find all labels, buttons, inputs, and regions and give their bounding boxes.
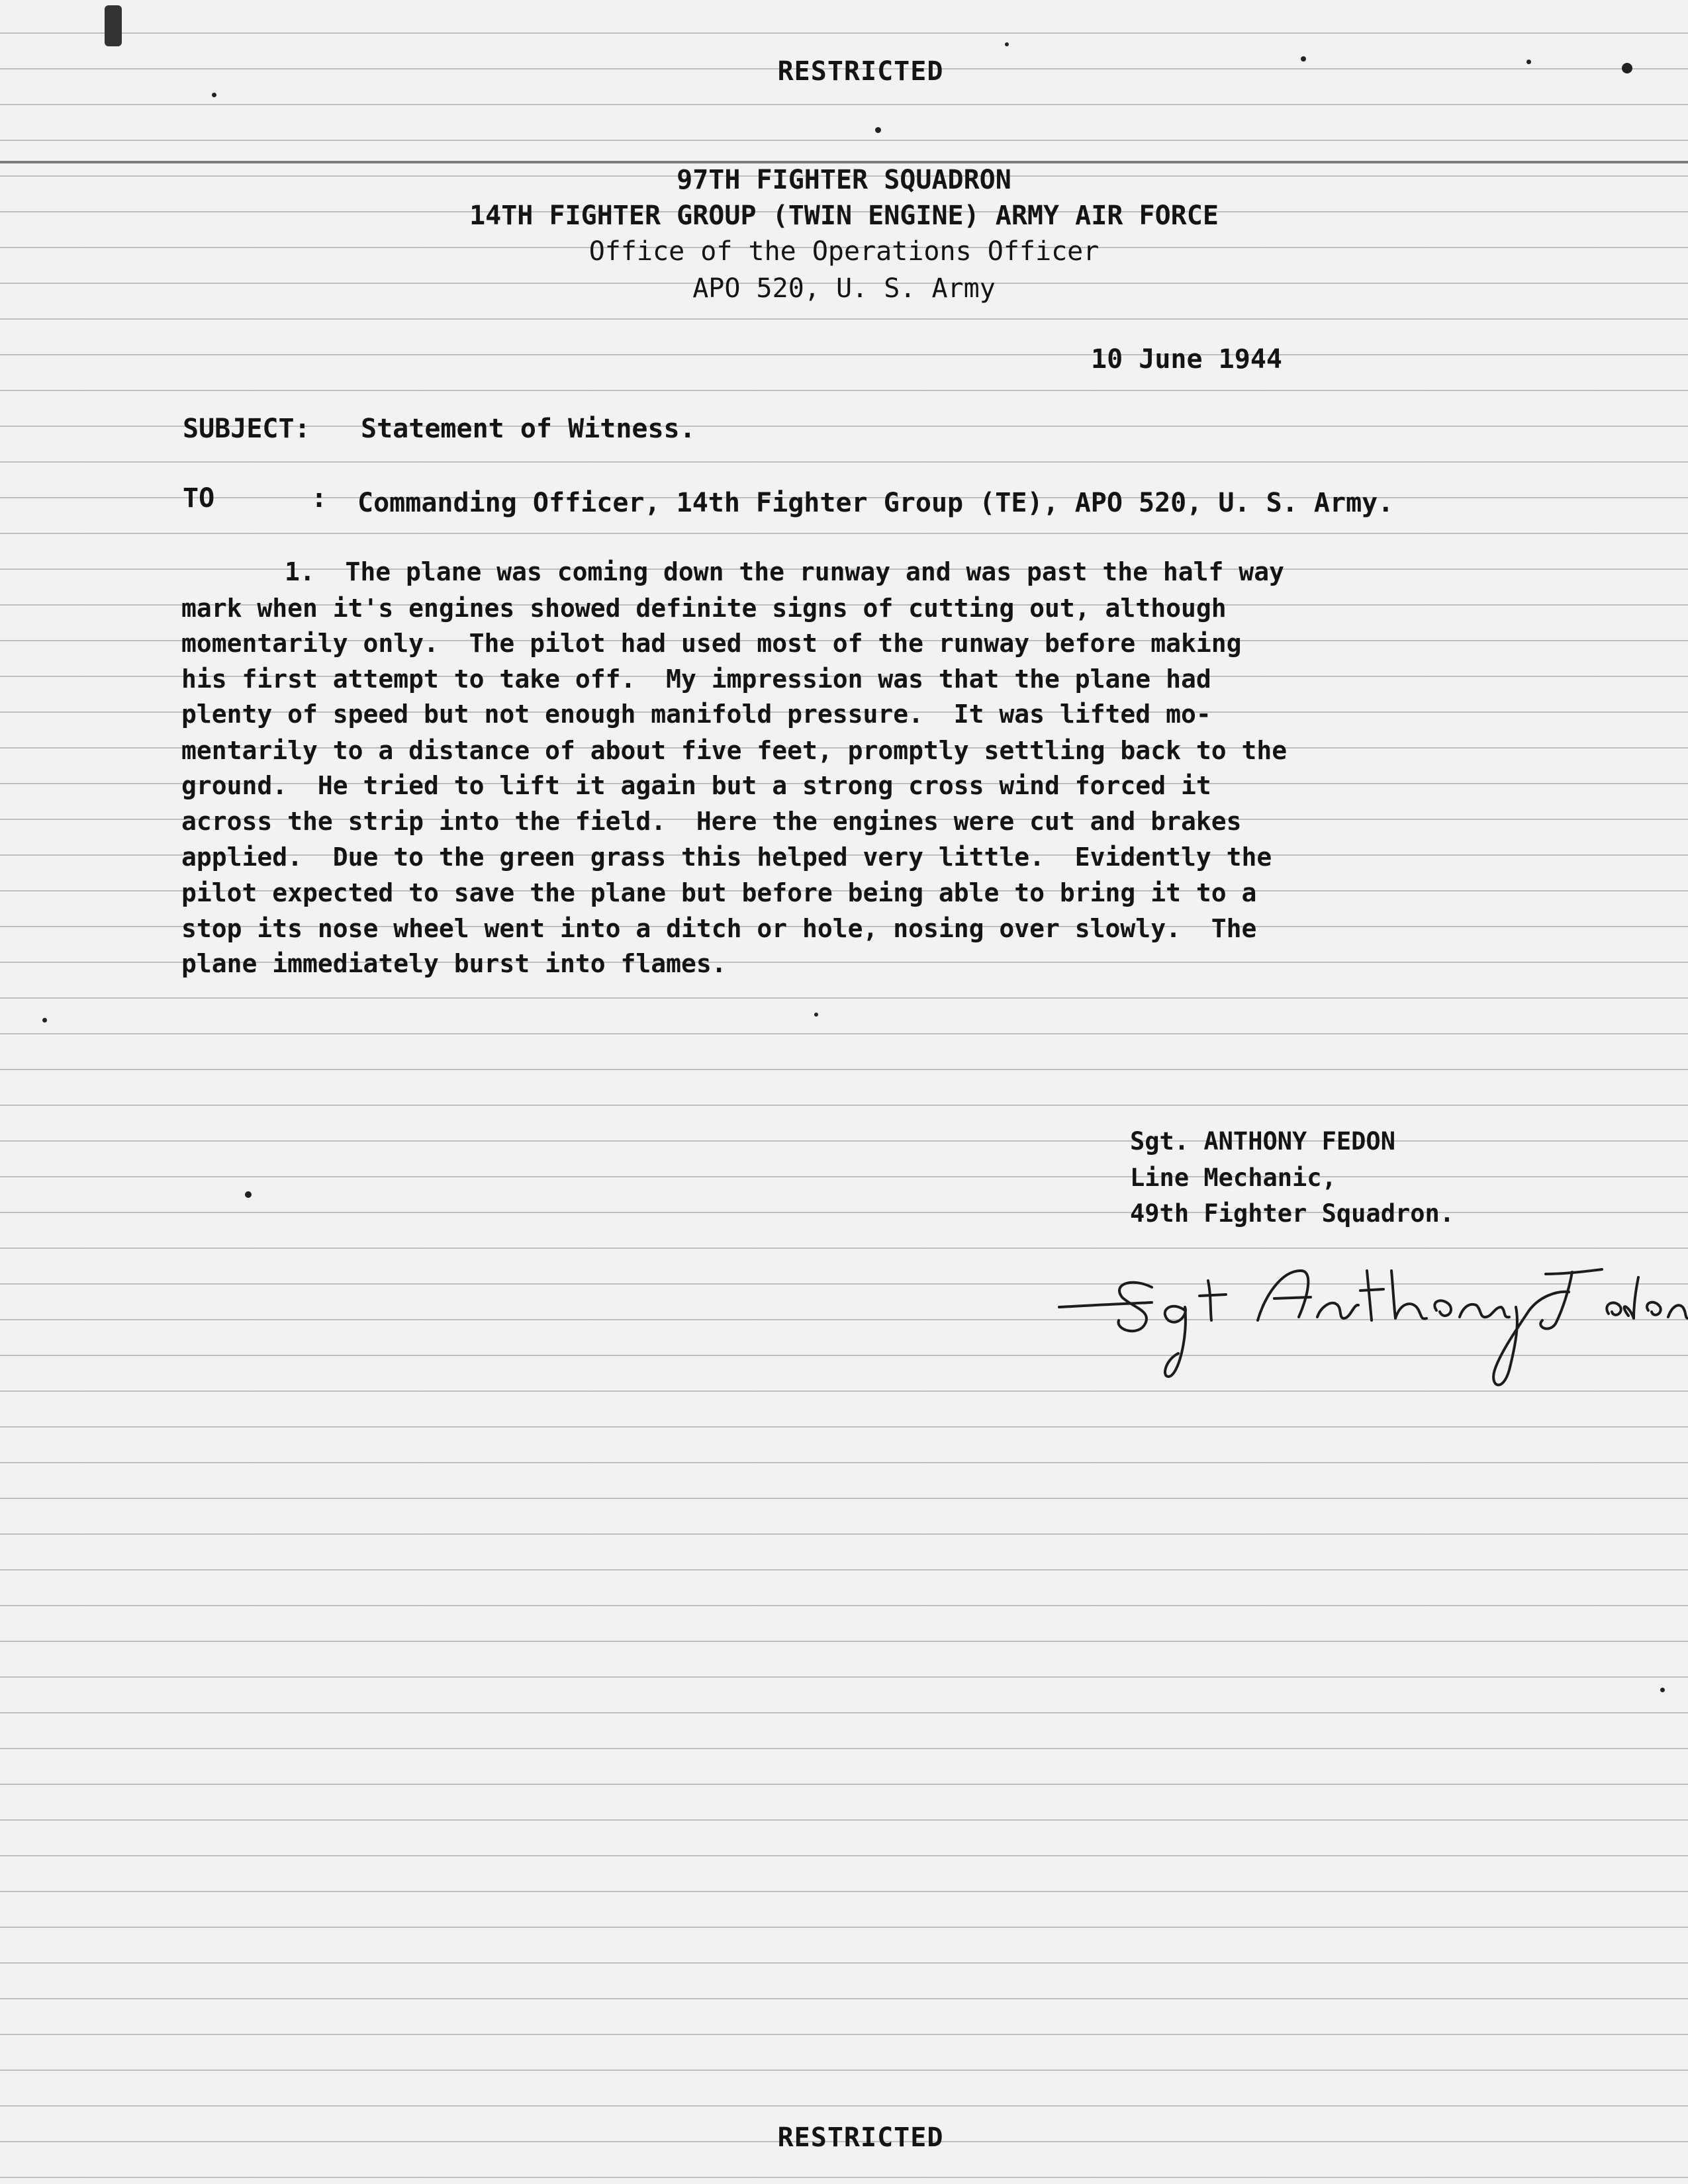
- paragraph-line: ground. He tried to lift it again but a strong cross wind forced it: [181, 771, 1211, 800]
- classification-top: RESTRICTED: [777, 56, 944, 87]
- paragraph-line: stop its nose wheel went into a ditch or hole, nosing over slowly. The: [181, 914, 1257, 943]
- scan-speck: [814, 1013, 818, 1017]
- signer-unit: 49th Fighter Squadron.: [1130, 1199, 1455, 1228]
- letterhead-address: APO 520, U. S. Army: [692, 273, 996, 304]
- paragraph-line: his first attempt to take off. My impression was that the plane had: [181, 664, 1211, 694]
- scan-speck: [1622, 63, 1632, 73]
- scan-speck: [1005, 42, 1009, 46]
- handwritten-signature: [1053, 1244, 1688, 1410]
- paragraph-line: 1. The plane was coming down the runway and was past the half way: [285, 557, 1284, 586]
- paragraph-line: applied. Due to the green grass this helped very little. Evidently the: [181, 842, 1272, 872]
- paragraph-line: mentarily to a distance of about five feet, promptly settling back to the: [181, 736, 1288, 765]
- signer-title: Line Mechanic,: [1130, 1163, 1336, 1192]
- paragraph-line: pilot expected to save the plane but before being able to bring it to a: [181, 878, 1257, 907]
- to-label: TO: [183, 483, 215, 514]
- paragraph-line: plenty of speed but not enough manifold pressure. It was lifted mo-: [181, 700, 1211, 729]
- scan-speck: [245, 1191, 252, 1198]
- scan-speck: [1526, 60, 1531, 64]
- header-rule: [0, 161, 1688, 163]
- subject-label: SUBJECT:: [183, 414, 310, 444]
- letterhead-squadron: 97TH FIGHTER SQUADRON: [677, 165, 1011, 195]
- scan-speck: [42, 1018, 47, 1023]
- paragraph-line: momentarily only. The pilot had used most of the runway before making: [181, 629, 1242, 658]
- classification-bottom: RESTRICTED: [777, 2122, 944, 2153]
- scan-speck: [1301, 56, 1306, 62]
- scan-speck: [212, 93, 216, 97]
- scan-speck: [875, 127, 881, 133]
- to-addressee: Commanding Officer, 14th Fighter Group (TE), APO 520, U. S. Army.: [357, 488, 1394, 518]
- scan-speck: [1660, 1688, 1665, 1692]
- letterhead-group: 14TH FIGHTER GROUP (TWIN ENGINE) ARMY AIR FORCE: [469, 201, 1219, 231]
- letterhead-office: Office of the Operations Officer: [588, 236, 1100, 267]
- paragraph-line: mark when it's engines showed definite signs of cutting out, although: [181, 594, 1227, 623]
- document-date: 10 June 1944: [1091, 344, 1282, 375]
- paragraph-line: across the strip into the field. Here the engines were cut and brakes: [181, 807, 1242, 836]
- scan-speck: [105, 5, 122, 46]
- to-colon: :: [311, 483, 328, 514]
- subject-text: Statement of Witness.: [361, 414, 696, 444]
- paragraph-line: plane immediately burst into flames.: [181, 949, 727, 978]
- signer-name: Sgt. ANTHONY FEDON: [1130, 1127, 1395, 1156]
